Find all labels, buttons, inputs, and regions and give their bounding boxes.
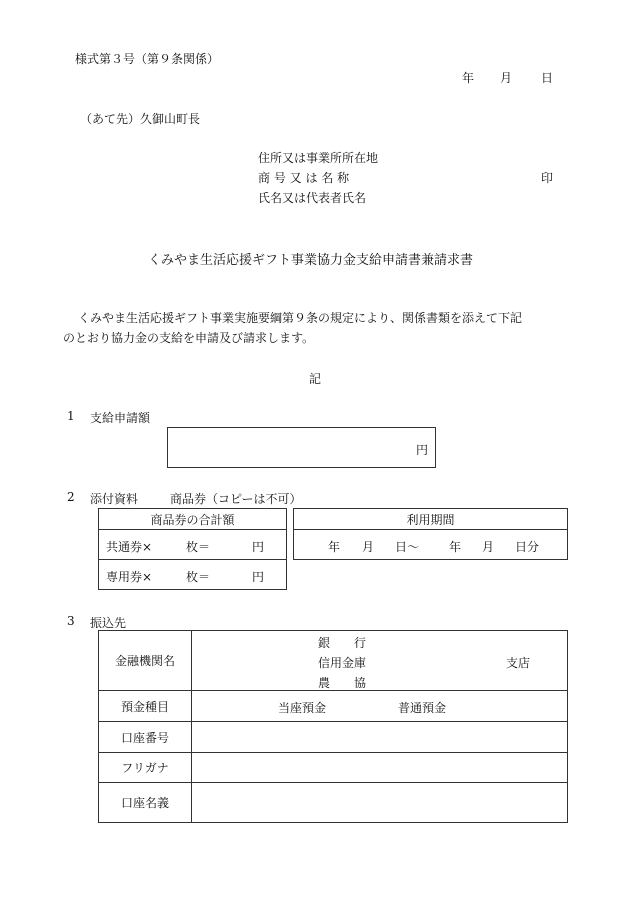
section2-label: 添付資料 [90, 492, 139, 506]
company-label: 商 号 又 は 名 称 [258, 171, 350, 185]
seal-mark: 印 [541, 171, 554, 185]
common-voucher-yen: 円 [252, 540, 265, 554]
deposit-type-label: 預金種目 [99, 691, 192, 722]
exclusive-voucher-yen: 円 [252, 570, 265, 584]
institution-label: 金融機関名 [99, 631, 192, 691]
institution-cell[interactable] [192, 631, 568, 691]
bank-transfer-table [98, 630, 568, 823]
account-number-cell[interactable] [192, 722, 568, 753]
amount-box[interactable] [167, 427, 436, 468]
common-voucher-row[interactable] [99, 530, 287, 560]
name-label: 氏名又は代表者氏名 [258, 191, 367, 205]
exclusive-voucher-sheets: 枚＝ [186, 570, 211, 584]
section3-label: 振込先 [90, 616, 127, 630]
common-voucher-label: 共通券× [106, 540, 153, 554]
address-label: 住所又は事業所所在地 [258, 151, 379, 165]
branch-label: 支店 [506, 656, 531, 670]
date-day-label: 日 [541, 71, 554, 85]
period-start-day: 日〜 [395, 540, 420, 554]
usage-period-header: 利用期間 [294, 509, 568, 530]
section1-label: 支給申請額 [90, 411, 151, 425]
furigana-cell[interactable] [192, 753, 568, 783]
section2-sublabel: 商品券（コピーは不可） [170, 492, 302, 506]
date-month-label: 月 [500, 71, 513, 85]
voucher-total-table [98, 508, 287, 590]
bank-option: 銀 行 [318, 636, 367, 650]
exclusive-voucher-row[interactable] [99, 560, 287, 590]
common-voucher-sheets: 枚＝ [186, 540, 211, 554]
nokyo-option: 農 協 [318, 676, 367, 690]
voucher-total-header: 商品券の合計額 [99, 509, 287, 530]
period-end-year: 年 [449, 540, 462, 554]
body-text-line2: のとおり協力金の支給を申請及び請求します。 [63, 331, 315, 345]
account-number-label: 口座番号 [99, 722, 192, 753]
usage-period-table [293, 508, 568, 560]
body-text-line1: くみやま生活応援ギフト事業実施要綱第９条の規定により、関係書類を添えて下記 [78, 311, 523, 325]
account-name-cell[interactable] [192, 783, 568, 823]
form-number: 様式第３号（第９条関係） [75, 52, 220, 66]
furigana-label: フリガナ [99, 753, 192, 783]
date-year-label: 年 [462, 71, 475, 85]
section1-number: 1 [67, 409, 75, 423]
period-end-month: 月 [482, 540, 495, 554]
document-title: くみやま生活応援ギフト事業協力金支給申請書兼請求書 [148, 253, 474, 268]
addressee: （あて先）久御山町長 [80, 112, 201, 126]
period-start-year: 年 [328, 540, 341, 554]
period-start-month: 月 [362, 540, 375, 554]
ordinary-deposit-option[interactable]: 普通預金 [398, 701, 447, 715]
section2-number: 2 [67, 490, 75, 504]
usage-period-row[interactable] [294, 530, 568, 560]
exclusive-voucher-label: 専用券× [106, 570, 153, 584]
deposit-type-cell[interactable] [192, 691, 568, 722]
amount-yen-unit: 円 [415, 443, 428, 457]
current-deposit-option[interactable]: 当座預金 [278, 701, 327, 715]
ki-label: 記 [309, 372, 322, 386]
shinkin-option: 信用金庫 [318, 656, 367, 670]
period-end-day: 日分 [515, 540, 540, 554]
section3-number: 3 [67, 614, 75, 628]
account-name-label: 口座名義 [99, 783, 192, 823]
